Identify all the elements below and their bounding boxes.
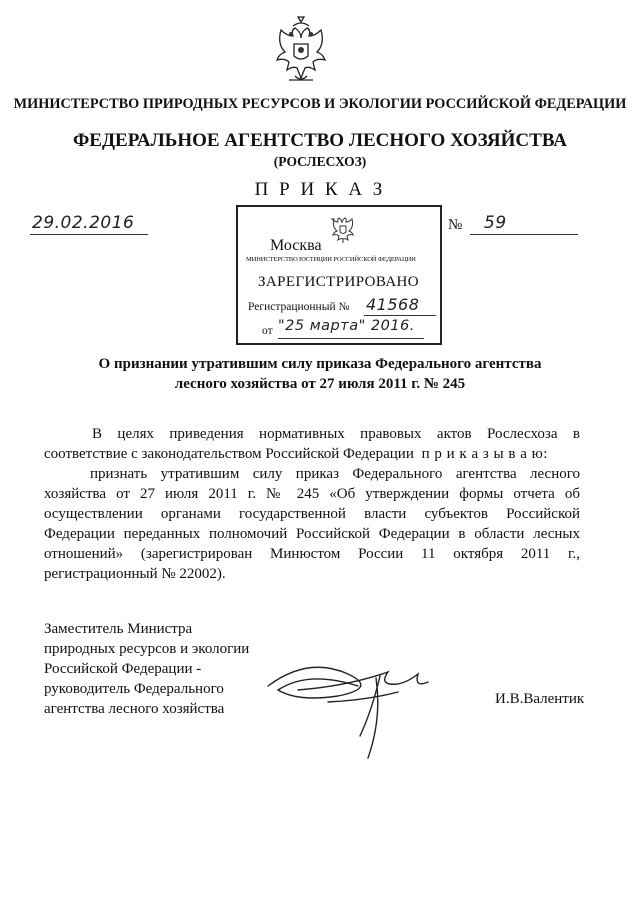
order-number-line <box>470 214 578 235</box>
body-paragraph1-line1: В целях приведения нормативных правовых актов Рослесхоза в <box>92 426 580 442</box>
signatory-position-line1: Заместитель Министра <box>44 621 193 637</box>
stamp-reg-label: Регистрационный № <box>248 301 350 313</box>
stamp-ministry: МИНИСТЕРСТВО ЮСТИЦИИ РОССИЙСКОЙ ФЕДЕРАЦИИ <box>246 256 416 263</box>
stamp-reg-number-line <box>364 297 436 316</box>
stamp-city: Москва <box>270 237 322 254</box>
body-paragraph2-line2: хозяйства от 27 июля 2011 г. № 245 «Об утверждении формы отчета об <box>44 486 580 502</box>
body-paragraph2-line6: регистрационный № 22002). <box>44 566 226 582</box>
order-date-line <box>30 214 148 235</box>
stamp-status: ЗАРЕГИСТРИРОВАНО <box>258 274 420 290</box>
document-title-line2: лесного хозяйства от 27 июля 2011 г. № 245 <box>174 376 466 392</box>
stamp-reg-number: 41568 <box>366 295 420 314</box>
order-number: 59 <box>484 213 507 233</box>
body-paragraph2-line3: осуществлении органами государственной власти субъектов Российской <box>44 506 580 522</box>
agency-heading: ФЕДЕРАЛЬНОЕ АГЕНТСТВО ЛЕСНОГО ХОЗЯЙСТВА <box>72 130 568 151</box>
body-order-word: п р и к а з ы в а ю: <box>421 446 548 462</box>
body-paragraph1-line2: соответствие с законодательством Российской Федерации <box>44 446 414 462</box>
signatory-position-line3: Российской Федерации - <box>44 661 202 677</box>
stamp-date-value: "25 марта" 2016. <box>278 318 415 334</box>
signatory-name: И.В.Валентик <box>495 691 585 707</box>
state-emblem-icon <box>271 14 331 90</box>
body-paragraph2-line1: признать утратившим силу приказ Федерального агентства лесного <box>90 466 580 482</box>
document-title-line1: О признании утратившим силу приказа Федерального агентства <box>98 356 542 372</box>
handwritten-signature <box>258 642 448 762</box>
signatory-position-line2: природных ресурсов и экологии <box>44 641 250 657</box>
body-paragraph1-line2-wrap <box>44 444 580 464</box>
body-paragraph2-line4: Федерации переданных полномочий Российской Федерации в области лесных <box>44 526 580 542</box>
signatory-position-line4: руководитель Федерального <box>44 681 224 697</box>
agency-abbreviation: (РОСЛЕСХОЗ) <box>273 154 367 169</box>
order-date: 29.02.2016 <box>32 213 135 233</box>
document-type: П Р И К А З <box>254 179 386 200</box>
registration-stamp <box>236 205 442 345</box>
ministry-heading: МИНИСТЕРСТВО ПРИРОДНЫХ РЕСУРСОВ И ЭКОЛОГИИ РОССИЙСКОЙ ФЕДЕРАЦИИ <box>13 96 627 112</box>
body-paragraph2-line5: отношений» (зарегистрирован Минюстом России 11 октября 2011 г., <box>44 546 580 562</box>
stamp-date-prefix: от <box>262 325 273 337</box>
order-number-label: № <box>448 217 463 233</box>
stamp-emblem-icon <box>330 211 356 245</box>
stamp-date-line <box>278 319 424 339</box>
signatory-position-line5: агентства лесного хозяйства <box>44 701 225 717</box>
